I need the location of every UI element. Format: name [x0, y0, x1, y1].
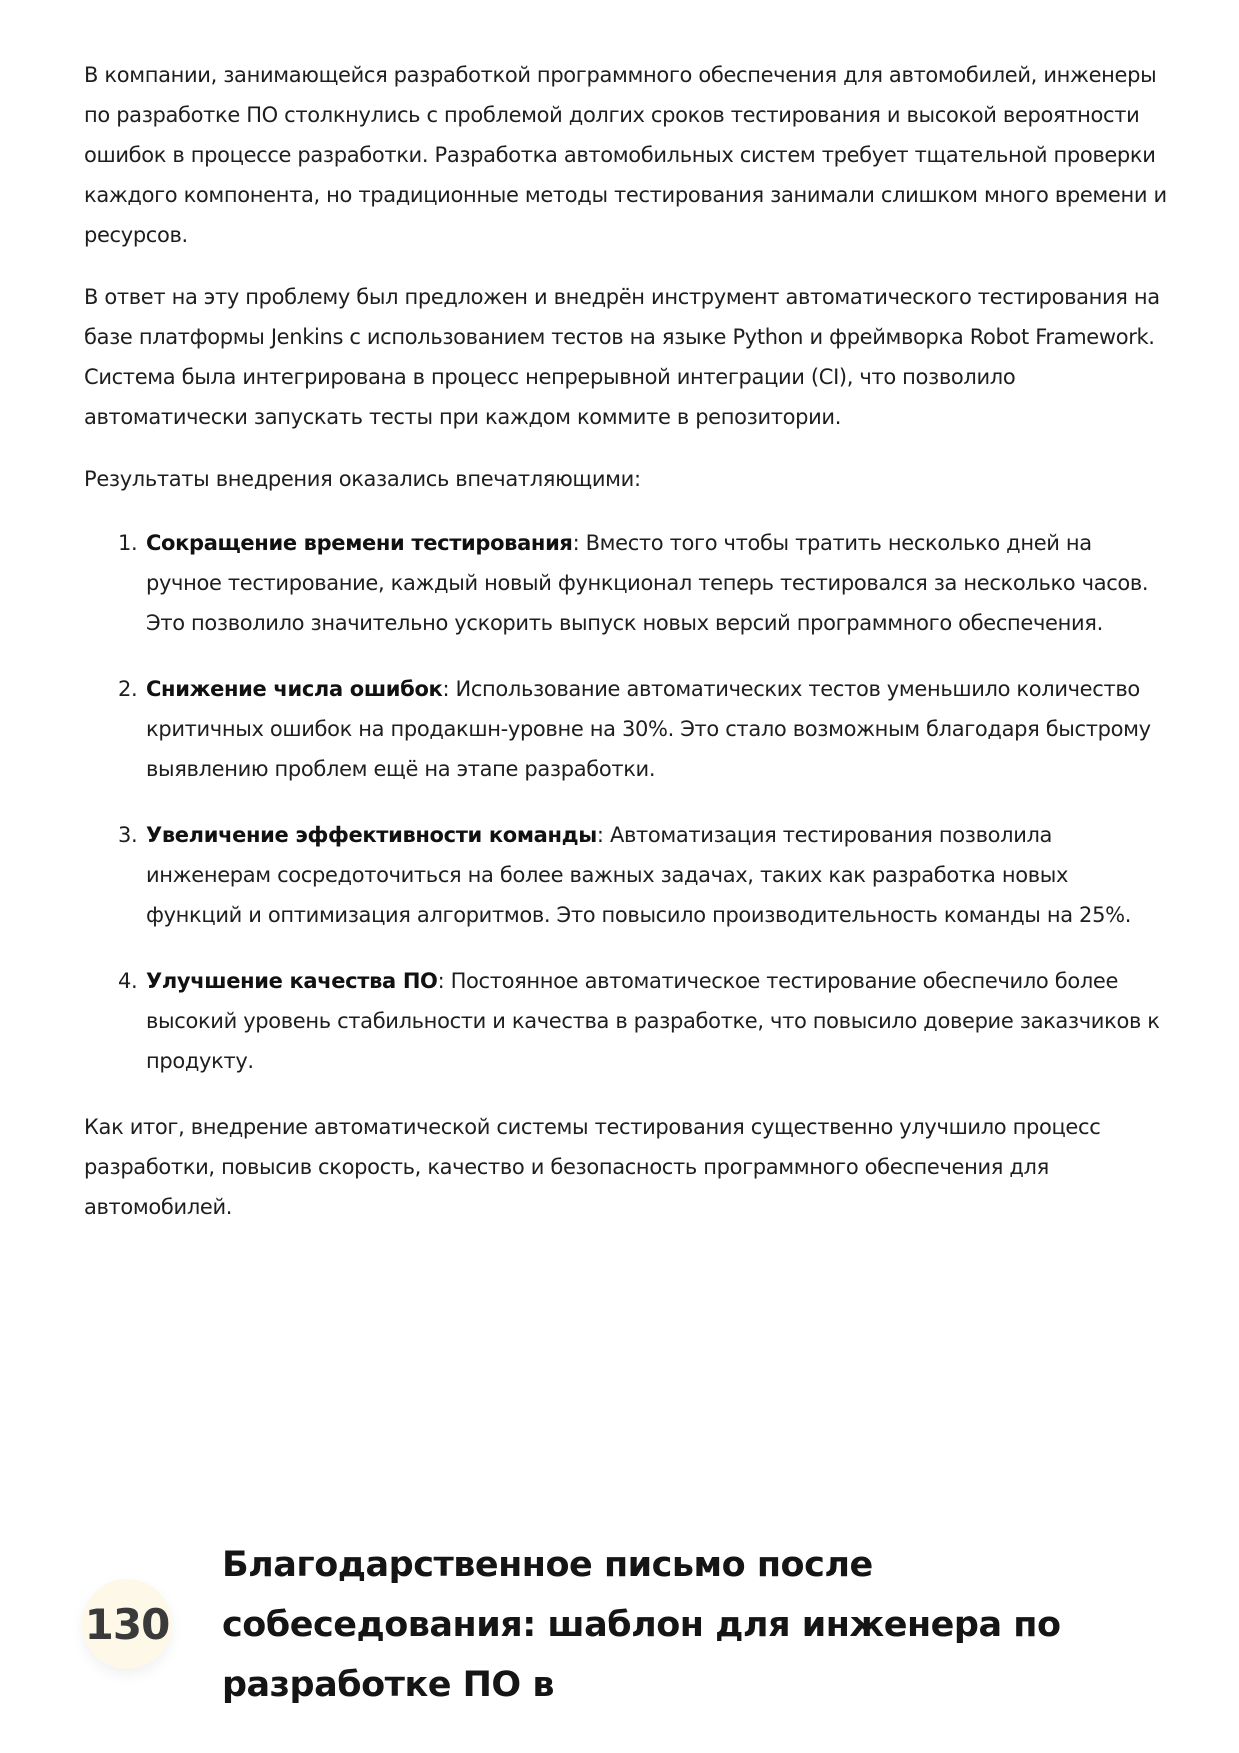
- conclusion-paragraph: Как итог, внедрение автоматической системы тестирования существенно улучшило процесс разработки, повысив скорость, качество и безопасность программного обеспечения для автомобилей.: [84, 1115, 1101, 1219]
- next-section-header: [0, 1535, 1239, 1735]
- list-item-title: Улучшение качества ПО: [146, 969, 438, 993]
- results-list-item: [84, 815, 1169, 935]
- list-item-number: 2.: [118, 677, 138, 701]
- results-list-item: [84, 669, 1169, 789]
- results-lead-paragraph: Результаты внедрения оказались впечатляющими:: [84, 467, 641, 491]
- solution-paragraph: В ответ на эту проблему был предложен и внедрён инструмент автоматического тестирования на базе платформы Jenkins с использованием тестов на языке Python и фреймворка Robot Framework. Система была интегрирована в процесс непрерывной интеграции (CI), что позволило автоматически запускать тесты при каждом коммите в репозитории.: [84, 285, 1160, 429]
- list-item-title: Сокращение времени тестирования: [146, 531, 573, 555]
- section-number-badge: [82, 1579, 172, 1669]
- list-item-text: : Автоматизация тестирования позволила инженерам сосредоточиться на более важных задачах, таких как разработка новых функций и оптимизация алгоритмов. Это повысило производительность команды на 25%.: [146, 823, 1132, 927]
- list-item-title: Снижение числа ошибок: [146, 677, 443, 701]
- section-title: Благодарственное письмо после собеседования: шаблон для инженера по разработке ПО в: [222, 1545, 1061, 1705]
- article-body: [84, 55, 1169, 1249]
- section-number: 130: [84, 1599, 170, 1649]
- results-list: [84, 523, 1169, 1081]
- list-item-number: 1.: [118, 531, 138, 555]
- list-item-number: 4.: [118, 969, 138, 993]
- list-item-text: : Постоянное автоматическое тестирование обеспечило более высокий уровень стабильности и качества в разработке, что повысило доверие заказчиков к продукту.: [146, 969, 1160, 1073]
- list-item-title: Увеличение эффективности команды: [146, 823, 597, 847]
- intro-paragraph: В компании, занимающейся разработкой программного обеспечения для автомобилей, инженеры по разработке ПО столкнулись с проблемой долгих сроков тестирования и высокой вероятности ошибок в процессе разработки. Разработка автомобильных систем требует тщательной проверки каждого компонента, но традиционные методы тестирования занимали слишком много времени и ресурсов.: [84, 63, 1167, 247]
- results-list-item: [84, 961, 1169, 1081]
- list-item-text: : Использование автоматических тестов уменьшило количество критичных ошибок на продакшн-уровне на 30%. Это стало возможным благодаря быстрому выявлению проблем ещё на этапе разработки.: [146, 677, 1151, 781]
- list-item-number: 3.: [118, 823, 138, 847]
- results-list-item: [84, 523, 1169, 643]
- list-item-text: : Вместо того чтобы тратить несколько дней на ручное тестирование, каждый новый функционал теперь тестировался за несколько часов. Это позволило значительно ускорить выпуск новых версий программного обеспечения.: [146, 531, 1149, 635]
